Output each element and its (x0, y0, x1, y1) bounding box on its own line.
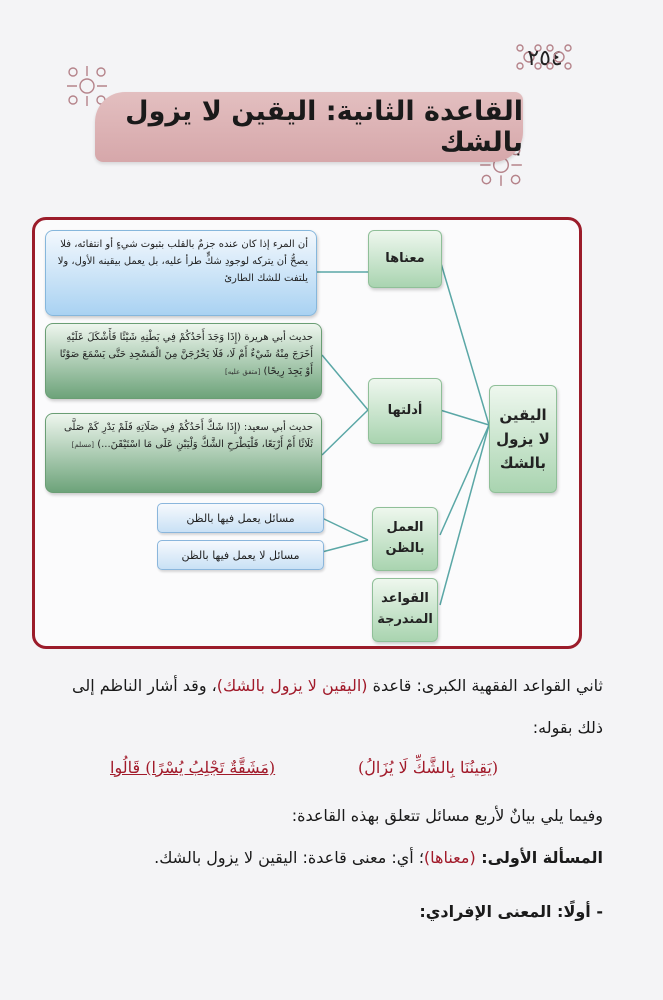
branch-rules: القواعد المندرجة (372, 578, 438, 642)
meaning-box: أن المرء إذا كان عنده جزمٌ بالقلب بثبوت شيءٍ أو انتفائه، فلا يصحُّ أن يتركه لوجودِ شكٍّ طرأ عليه، بل يعمل بيقينه الأول، ولا يلتفت للشك الطارئ (45, 230, 317, 316)
paragraph-line-4: وفيما يلي بيانٌ لأربع مسائل تتعلق بهذه القاعدة: (291, 806, 603, 825)
issue-highlight: (معناها) (423, 848, 476, 867)
issue-heading: المسألة الأولى: (475, 848, 603, 867)
root-node: اليقين لا يزول بالشك (489, 385, 557, 493)
page-title: القاعدة الثانية: اليقين لا يزول بالشك (125, 96, 523, 158)
evidence-box-2 (45, 413, 322, 493)
branch-zann: العمل بالظن (372, 507, 438, 571)
paragraph-line-5 (154, 848, 603, 867)
paragraph-line-1 (72, 676, 603, 695)
paragraph-line-6: - أولًا: المعنى الإفرادي: (419, 902, 603, 921)
evidence-1-text: حديث أبي هريرة (إِذَا وَجَدَ أَحَدُكُمْ فِي بَطْنِهِ شَيْئًا فَأَشْكَلَ عَلَيْهِ أَخَرَجَ مِنْهُ شَيْءٌ أَمْ لَا، فَلَا يَخْرُجَنَّ مِنَ الْمَسْجِدِ حَتَّى يَسْمَعَ صَوْتًا أَوْ يَجِدَ رِيحًا) (59, 332, 313, 377)
evidence-2-source: [مسلم] (71, 441, 95, 449)
evidence-2-text: حديث أبي سعيد: (إِذَا شَكَّ أَحَدُكُمْ فِي صَلَاتِهِ فَلَمْ يَدْرِ كَمْ صَلَّى ثَلَاثًا أَمْ أَرْبَعًا، فَلْيَطْرَحِ الشَّكَّ وَلْيَبْنِ عَلَى مَا اسْتَيْقَنَ...) (64, 422, 313, 450)
branch-evidence: أدلتها (368, 378, 442, 444)
verse-first-half: (يَقِينُنَا بِالشَّكِّ لَا يُزَالُ) (358, 758, 499, 777)
zann-item-1: مسائل يعمل فيها بالظن (157, 503, 324, 533)
zann-item-2: مسائل لا يعمل فيها بالظن (157, 540, 324, 570)
ornament-icon (542, 40, 576, 74)
evidence-box-1 (45, 323, 322, 399)
issue-rest: ؛ أي: معنى قاعدة: اليقين لا يزول بالشك. (154, 848, 424, 867)
branch-meaning: معناها (368, 230, 442, 288)
line1-highlight: (اليقين لا يزول بالشك) (216, 676, 368, 695)
page-number: ٢٥٤ (527, 45, 563, 71)
page-title-band (95, 92, 523, 162)
paragraph-line-2: ذلك بقوله: (532, 718, 603, 737)
concept-diagram (32, 217, 582, 649)
line1-text-a: ثاني القواعد الفقهية الكبرى: قاعدة (367, 676, 603, 695)
evidence-1-source: [متفق عليه] (225, 368, 261, 376)
verse-second-half: (مَشَقَّةٌ تَجْلِبُ يُسْرًا) قَالُوا (110, 758, 276, 777)
line1-text-b: ، وقد أشار الناظم إلى (72, 676, 217, 695)
